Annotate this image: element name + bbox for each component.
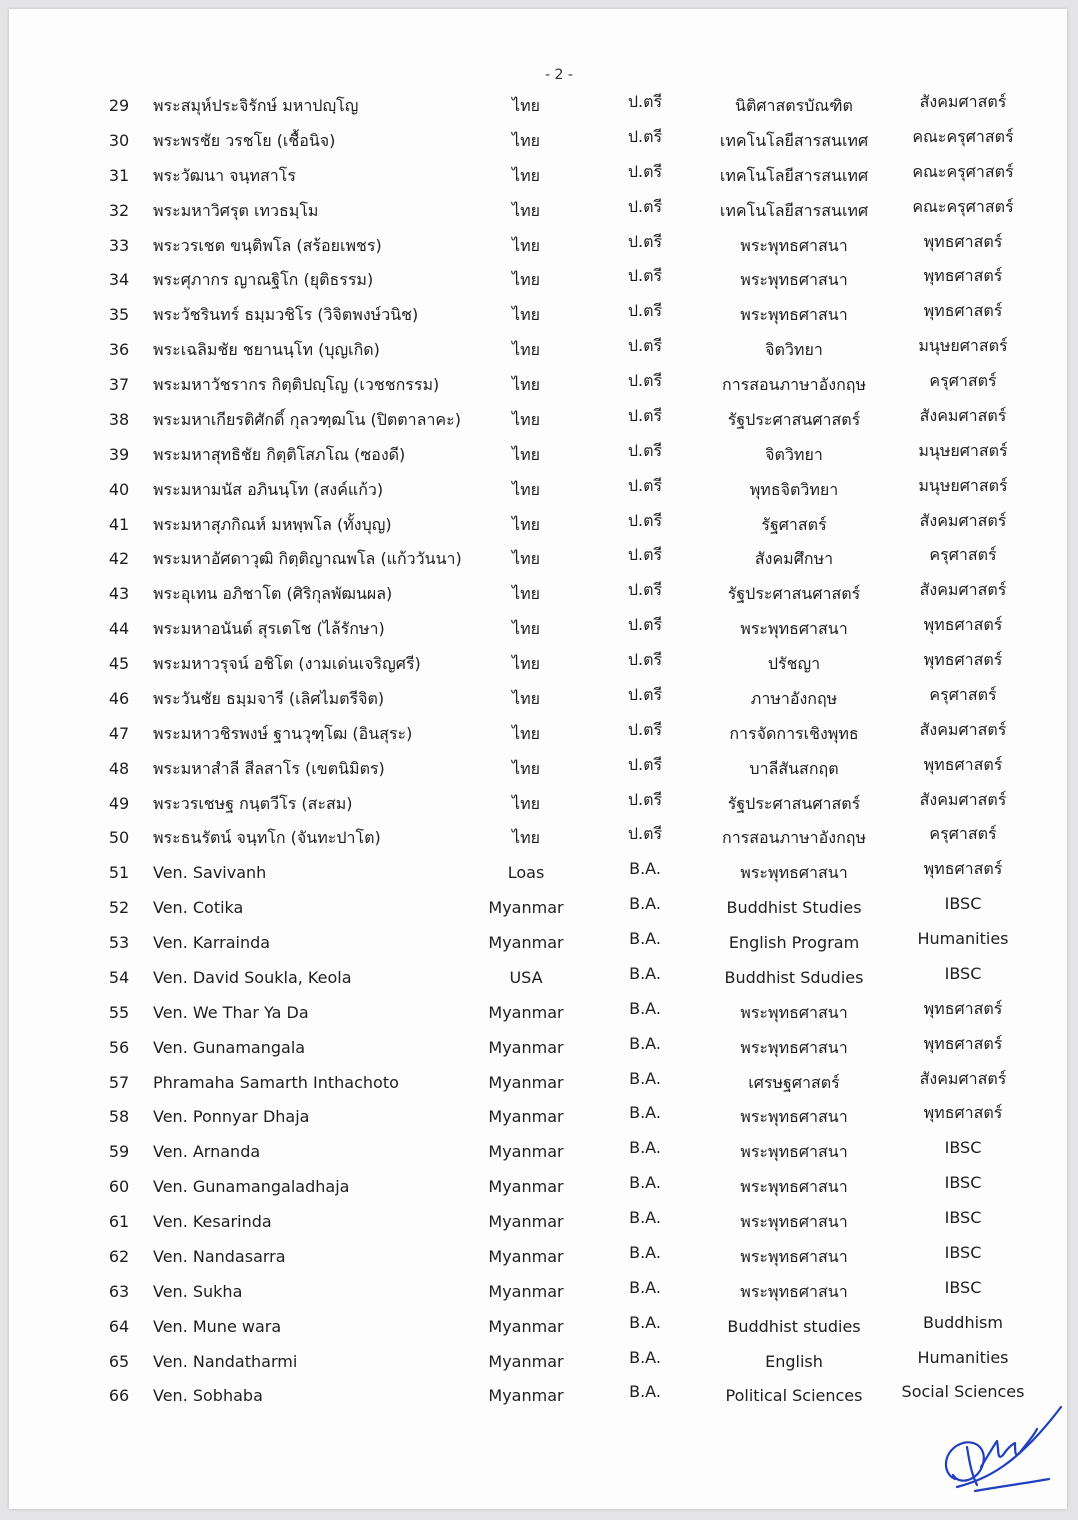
table-row [9,1241,1067,1276]
row-number: 44 [108,619,130,639]
student-name: Ven. Gunamangala [153,1037,306,1057]
faculty: ครุศาสตร์ [929,371,997,390]
row-number: 37 [108,375,130,394]
row-number: 52 [108,898,130,918]
nationality: ไทย [512,619,540,639]
major: พุทธจิตวิทยา [749,479,839,499]
table-row [9,404,1067,439]
degree: ป.ตรี [627,266,663,286]
degree: B.A. [629,1068,661,1088]
nationality: ไทย [512,793,540,813]
major: เทคโนโลยีสารสนเทศ [719,165,869,185]
table-row [9,509,1067,544]
nationality: ไทย [512,758,540,778]
student-name: Ven. Kesarinda [153,1212,272,1231]
faculty: สังคมศาสตร์ [919,719,1007,739]
student-name: พระธนรัตน์ จนฺทโก (จันทะปาโต) [153,828,381,848]
faculty: มนุษยศาสตร์ [918,440,1008,460]
student-name: Ven. Nandasarra [153,1246,286,1266]
table-row [9,439,1067,474]
nationality: ไทย [512,235,540,255]
nationality: ไทย [512,130,540,150]
nationality: ไทย [512,828,540,848]
row-number: 55 [108,1002,130,1022]
row-number: 60 [108,1177,130,1197]
nationality: Myanmar [488,1072,564,1092]
faculty: คณะครุศาสตร์ [912,161,1014,181]
nationality: ไทย [512,96,540,115]
degree: B.A. [629,998,661,1018]
faculty: สังคมศาสตร์ [919,405,1007,425]
degree: ป.ตรี [627,719,663,739]
degree: ป.ตรี [627,126,663,146]
student-name: Ven. Savivanh [153,863,267,883]
major: เศรษฐศาสตร์ [748,1072,840,1092]
student-name: พระวัชรินทร์ ธมฺมวชิโร (วิจิตพงษ์วนิช) [153,305,419,325]
degree: B.A. [629,1382,661,1402]
row-number: 31 [108,165,130,185]
major: พระพุทธศาสนา [740,619,848,639]
nationality: ไทย [512,549,540,569]
faculty: ครุศาสตร์ [929,824,997,844]
table-row [9,299,1067,334]
degree: ป.ตรี [627,754,663,774]
nationality: ไทย [512,479,540,499]
student-name: พระมหาเกียรติศักดิ์ กุลวฑฺฒโน (ปิตตาลาคะ) [153,409,461,429]
row-number: 50 [108,828,130,848]
major: รัฐประศาสนศาสตร์ [727,409,861,429]
student-name: Ven. Arnanda [153,1142,261,1162]
nationality: Myanmar [488,1281,564,1301]
student-name: พระมหาสุทธิชัย กิตฺติโสภโณ (ซองดี) [153,444,406,464]
page-number: - 2 - [545,67,573,83]
table-row [9,927,1067,962]
major: ปรัชญา [767,654,821,673]
table-row [9,1346,1067,1381]
row-number: 64 [108,1316,130,1336]
row-number: 65 [108,1351,130,1371]
student-name: Ven. Mune wara [153,1316,282,1336]
faculty: คณะครุศาสตร์ [912,126,1014,146]
table-row [9,1380,1067,1415]
row-number: 53 [108,933,130,952]
student-name: พระวรเชษฐ กนฺตวีโร (สะสม) [153,793,353,813]
student-name: พระมหาอัศดาวุฒิ กิตฺติญาณพโล (แก้ววันนา) [153,549,462,569]
faculty: IBSC [944,894,982,914]
row-number: 39 [108,444,130,464]
degree: ป.ตรี [627,824,663,844]
row-number: 66 [108,1386,130,1406]
degree: ป.ตรี [627,475,663,495]
row-number: 40 [108,479,130,499]
faculty: IBSC [944,1277,982,1297]
degree: B.A. [629,1173,661,1193]
table-row [9,334,1067,369]
row-number: 62 [108,1246,130,1266]
row-number: 49 [108,793,130,813]
rows-container [9,90,1067,1415]
row-number: 63 [108,1281,130,1301]
row-number: 29 [108,96,130,115]
major: พระพุทธศาสนา [740,863,848,883]
table-row [9,578,1067,613]
table-row [9,1171,1067,1206]
faculty: พุทธศาสตร์ [923,998,1003,1018]
student-name: พระอุเทน อภิชาโต (ศิริกุลพัฒนผล) [153,584,393,604]
degree: B.A. [629,1242,661,1262]
major: พระพุทธศาสนา [740,1002,848,1022]
row-number: 43 [108,584,130,604]
degree: ป.ตรี [627,615,663,635]
row-number: 36 [108,340,130,360]
nationality: Myanmar [488,1002,564,1022]
degree: ป.ตรี [627,545,663,565]
major: จิตวิทยา [765,444,823,464]
nationality: ไทย [512,340,540,360]
row-number: 58 [108,1107,130,1127]
major: Buddhist studies [727,1316,861,1336]
faculty: สังคมศาสตร์ [919,92,1007,111]
student-name: พระมหาวชิรพงษ์ ฐานวุฑฺโฒ (อินสุระ) [153,723,413,743]
degree: ป.ตรี [627,650,663,669]
major: จิตวิทยา [765,340,823,360]
faculty: IBSC [944,1208,982,1227]
row-number: 30 [108,130,130,150]
degree: ป.ตรี [627,92,663,111]
nationality: Myanmar [488,1386,564,1406]
major: English Program [728,933,860,952]
major: รัฐศาสตร์ [761,514,827,534]
major: Political Sciences [725,1386,863,1406]
nationality: Myanmar [488,1142,564,1162]
degree: ป.ตรี [627,510,663,530]
major: Buddhist Studies [726,898,862,918]
faculty: สังคมศาสตร์ [919,1068,1007,1088]
degree: B.A. [629,1103,661,1123]
table-row [9,962,1067,997]
table-row [9,1206,1067,1241]
degree: ป.ตรี [627,405,663,425]
nationality: Myanmar [488,1037,564,1057]
table-row [9,369,1067,404]
table-row [9,753,1067,788]
table-row [9,1311,1067,1346]
nationality: ไทย [512,165,540,185]
nationality: ไทย [512,375,540,394]
student-name: พระสมุห์ประจิรักษ์ มหาปญฺโญ [153,96,359,115]
table-row [9,1067,1067,1102]
faculty: มนุษยศาสตร์ [918,336,1008,356]
degree: ป.ตรี [627,371,663,390]
table-row [9,892,1067,927]
major: การจัดการเชิงพุทธ [729,723,859,743]
signature [937,1387,1065,1497]
nationality: Myanmar [488,1177,564,1197]
student-name: Ven. Cotika [153,898,244,918]
faculty: ครุศาสตร์ [929,684,997,704]
table-row [9,788,1067,823]
nationality: ไทย [512,723,540,743]
table-row [9,264,1067,299]
table-row [9,1276,1067,1311]
faculty: IBSC [944,1138,982,1158]
faculty: IBSC [944,1173,982,1193]
table-row [9,1032,1067,1067]
student-name: พระวัฒนา จนฺทสาโร [153,165,296,185]
major: การสอนภาษาอังกฤษ [722,828,866,848]
faculty: พุทธศาสตร์ [923,859,1003,879]
major: English [765,1351,823,1371]
student-name: พระเฉลิมชัย ชยานนฺโท (บุญเกิด) [153,340,380,360]
nationality: Myanmar [488,1246,564,1266]
table-row [9,160,1067,195]
major: การสอนภาษาอังกฤษ [722,375,866,394]
table-row [9,1136,1067,1171]
degree: B.A. [629,1138,661,1158]
student-name: พระมหามนัส อภินนฺโท (สงค์แก้ว) [153,479,384,499]
table-row [9,822,1067,857]
student-name: พระวรเชต ขนฺติพโล (สร้อยเพชร) [153,235,382,255]
nationality: Myanmar [488,898,564,918]
degree: ป.ตรี [627,440,663,460]
student-name: Ven. Ponnyar Dhaja [153,1107,310,1127]
degree: ป.ตรี [627,336,663,356]
major: นิติศาสตรบัณฑิต [735,96,853,115]
degree: ป.ตรี [627,196,663,216]
faculty: พุทธศาสตร์ [923,754,1003,774]
row-number: 59 [108,1142,130,1162]
table-row [9,195,1067,230]
nationality: ไทย [512,444,540,464]
major: เทคโนโลยีสารสนเทศ [719,130,869,150]
major: ภาษาอังกฤษ [750,688,838,708]
nationality: ไทย [512,409,540,429]
faculty: Social Sciences [901,1382,1025,1402]
student-name: พระศุภากร ญาณฐิโก (ยุติธรรม) [153,270,374,290]
table-row [9,857,1067,892]
row-number: 41 [108,514,130,534]
student-name: Ven. Karrainda [153,933,271,952]
table-row [9,543,1067,578]
degree: ป.ตรี [627,301,663,321]
table-row [9,90,1067,125]
student-name: Ven. Nandatharmi [153,1351,298,1371]
student-name: พระมหาวรุจน์ อชิโต (งามเด่นเจริญศรี) [153,654,421,673]
table-row [9,125,1067,160]
table-row [9,648,1067,683]
faculty: สังคมศาสตร์ [919,510,1007,530]
row-number: 38 [108,409,130,429]
degree: B.A. [629,1347,661,1367]
degree: ป.ตรี [627,789,663,809]
major: พระพุทธศาสนา [740,1142,848,1162]
nationality: Myanmar [488,933,564,952]
degree: B.A. [629,1033,661,1053]
nationality: ไทย [512,584,540,604]
major: พระพุทธศาสนา [740,270,848,290]
major: Buddhist Sdudies [724,967,864,987]
student-name: Ven. David Soukla, Keola [153,967,352,987]
table-row [9,1101,1067,1136]
row-number: 61 [108,1212,130,1231]
degree: B.A. [629,963,661,983]
nationality: USA [509,967,543,987]
degree: ป.ตรี [627,580,663,600]
student-list [9,90,1067,1415]
faculty: พุทธศาสตร์ [923,615,1003,635]
nationality: ไทย [512,305,540,325]
student-name: Ven. Gunamangaladhaja [153,1177,350,1197]
student-name: Ven. Sobhaba [153,1386,263,1406]
row-number: 45 [108,654,130,673]
major: พระพุทธศาสนา [740,1107,848,1127]
document-page [9,9,1067,1509]
faculty: สังคมศาสตร์ [919,580,1007,600]
faculty: Humanities [917,929,1009,948]
faculty: พุทธศาสตร์ [923,1033,1003,1053]
nationality: ไทย [512,514,540,534]
major: สังคมศึกษา [754,549,834,569]
row-number: 42 [108,549,130,569]
faculty: พุทธศาสตร์ [923,650,1003,669]
table-row [9,613,1067,648]
faculty: Buddhism [923,1312,1003,1332]
major: พระพุทธศาสนา [740,1177,848,1197]
row-number: 56 [108,1037,130,1057]
row-number: 34 [108,270,130,290]
row-number: 57 [108,1072,130,1092]
major: พระพุทธศาสนา [740,1037,848,1057]
row-number: 32 [108,200,130,220]
faculty: คณะครุศาสตร์ [912,196,1014,216]
degree: ป.ตรี [627,161,663,181]
table-row [9,230,1067,265]
major: เทคโนโลยีสารสนเทศ [719,200,869,220]
degree: B.A. [629,894,661,914]
row-number: 46 [108,688,130,708]
row-number: 48 [108,758,130,778]
student-name: พระมหาอนันต์ สุรเตโช (ไล้รักษา) [153,619,385,639]
table-row [9,474,1067,509]
faculty: ครุศาสตร์ [929,545,997,565]
faculty: IBSC [944,1242,982,1262]
faculty: Humanities [917,1347,1009,1367]
row-number: 54 [108,967,130,987]
major: รัฐประศาสนศาสตร์ [727,793,861,813]
faculty: มนุษยศาสตร์ [918,475,1008,495]
table-row [9,718,1067,753]
major: พระพุทธศาสนา [740,1246,848,1266]
row-number: 33 [108,235,130,255]
student-name: พระพรชัย วรชโย (เชื้อนิจ) [153,130,336,150]
degree: ป.ตรี [627,684,663,704]
degree: B.A. [629,929,661,948]
faculty: พุทธศาสตร์ [923,301,1003,321]
student-name: Ven. We Thar Ya Da [153,1002,309,1022]
major: พระพุทธศาสนา [740,305,848,325]
row-number: 51 [108,863,130,883]
row-number: 47 [108,723,130,743]
major: บาลีสันสกฤต [749,758,839,778]
nationality: Myanmar [488,1351,564,1371]
major: พระพุทธศาสนา [740,235,848,255]
student-name: พระมหาวัชรากร กิตฺติปญฺโญ (เวชชกรรม) [153,375,440,394]
faculty: IBSC [944,963,982,983]
student-name: Phramaha Samarth Inthachoto [153,1072,399,1092]
nationality: Myanmar [488,1107,564,1127]
nationality: ไทย [512,688,540,708]
faculty: สังคมศาสตร์ [919,789,1007,809]
nationality: ไทย [512,200,540,220]
degree: B.A. [629,859,661,879]
row-number: 35 [108,305,130,325]
major: พระพุทธศาสนา [740,1281,848,1301]
nationality: Myanmar [488,1316,564,1336]
student-name: พระวันชัย ธมฺมจารี (เลิศไมตรีจิต) [153,688,385,708]
nationality: Myanmar [488,1212,564,1231]
degree: B.A. [629,1277,661,1297]
student-name: Ven. Sukha [153,1281,243,1301]
degree: B.A. [629,1208,661,1227]
faculty: พุทธศาสตร์ [923,1103,1003,1123]
nationality: ไทย [512,270,540,290]
student-name: พระมหาสำลี สีลสาโร (เขตนิมิตร) [153,758,385,778]
major: พระพุทธศาสนา [740,1212,848,1231]
faculty: พุทธศาสตร์ [923,266,1003,286]
nationality: ไทย [512,654,540,673]
faculty: พุทธศาสตร์ [923,231,1003,251]
degree: B.A. [629,1312,661,1332]
nationality: Loas [507,863,545,883]
student-name: พระมหาวิศรุต เทวธมฺโม [153,200,319,220]
major: รัฐประศาสนศาสตร์ [727,584,861,604]
degree: ป.ตรี [627,231,663,251]
table-row [9,997,1067,1032]
table-row [9,683,1067,718]
student-name: พระมหาสุภกิณห์ มหพฺพโล (ทั้งบุญ) [153,514,392,534]
